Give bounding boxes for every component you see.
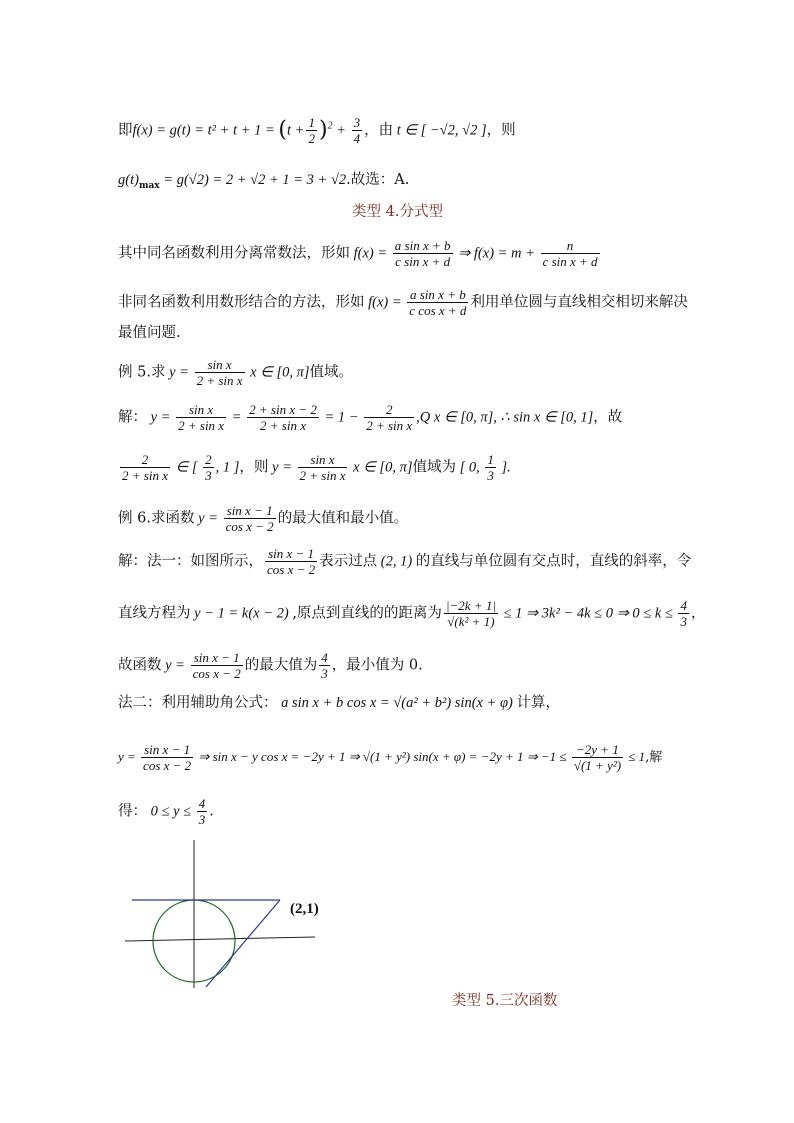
denominator: 4: [353, 131, 361, 146]
numerator: |−2k + 1|: [445, 598, 496, 613]
numerator: 1: [487, 452, 494, 467]
line-12: [118, 650, 423, 681]
numerator: a sin x + b: [410, 287, 466, 302]
formula: f(x) =: [364, 294, 406, 311]
numerator: 1: [308, 115, 315, 130]
text: ，则: [239, 459, 269, 476]
line-8: [118, 452, 511, 483]
formula: f(x) =: [350, 245, 391, 262]
denominator: 3: [205, 468, 212, 483]
numerator: 2: [205, 452, 212, 467]
text: 计算，: [516, 695, 560, 711]
numerator: a sin x + b: [394, 238, 451, 253]
line-1: [118, 115, 516, 146]
formula: ≤ 1 ⇒ 3k² − 4k ≤ 0 ⇒ 0 ≤ k ≤: [499, 605, 677, 622]
fraction: [444, 598, 498, 629]
formula: a sin x + b cos x = √(a² + b²) sin(x + φ): [277, 695, 517, 711]
numerator: 2: [141, 452, 149, 467]
formula: t +: [286, 122, 305, 139]
formula: y =: [118, 749, 140, 764]
denominator: 3: [321, 666, 328, 681]
text: 得：: [118, 803, 147, 820]
fraction: [306, 115, 317, 146]
fraction: [572, 742, 623, 773]
fraction: [247, 402, 319, 433]
line-14: [118, 742, 662, 773]
text: 即: [118, 122, 133, 139]
denominator: 2 + sin x: [196, 373, 243, 388]
fraction: [485, 452, 496, 483]
text: 利用单位圆与直线相交相切来解决: [470, 294, 688, 311]
numerator: 4: [321, 650, 328, 665]
text: ,原点到直线的的距离为: [292, 605, 442, 622]
denominator: 2 + sin x: [122, 468, 168, 483]
formula: y =: [268, 459, 296, 476]
text: 的最大值为: [244, 657, 318, 674]
formula: [ 0,: [455, 459, 484, 476]
fraction: [197, 796, 208, 827]
fraction: [407, 287, 468, 318]
paren: ): [318, 117, 328, 143]
text: 的最大值和最小值。: [277, 510, 409, 527]
fraction: [191, 650, 243, 681]
numerator: 2 + sin x − 2: [249, 402, 317, 417]
text: 值域。: [309, 364, 354, 381]
line-15: [118, 796, 214, 827]
denominator: √(k² + 1): [444, 613, 498, 629]
numerator: sin x − 1: [193, 650, 240, 665]
denominator: 3: [487, 468, 494, 483]
unit-circle-figure: [110, 830, 350, 1000]
formula: y =: [194, 510, 222, 527]
denominator: 2 + sin x: [247, 417, 319, 433]
formula: ,Q x ∈ [0, π], ∴ sin x ∈ [0, 1]: [416, 409, 594, 426]
subscript: max: [138, 180, 160, 191]
fraction: [120, 452, 170, 483]
line-11: [118, 598, 705, 629]
line-13: [118, 693, 560, 713]
line-3: [118, 238, 602, 269]
text: 解：法一：如图所示，: [118, 553, 263, 570]
fraction: [224, 503, 276, 534]
line-7: [118, 402, 622, 433]
text: 例 5.求: [118, 364, 166, 381]
formula: ∈ [: [171, 459, 202, 476]
denominator: 2 + sin x: [178, 418, 225, 433]
formula: = 1 −: [320, 409, 363, 426]
formula: 0 ≤ y ≤: [147, 803, 195, 820]
formula: (2, 1): [377, 553, 416, 570]
denominator: 2 + sin x: [366, 418, 413, 433]
formula: ].: [497, 459, 511, 476]
formula: y =: [161, 657, 189, 674]
point-label: (2,1): [290, 901, 319, 917]
denominator: cos x − 2: [143, 758, 192, 773]
text: ，故: [593, 409, 623, 426]
denominator: c cos x + d: [409, 303, 467, 318]
formula: ⇒ sin x − y cos x = −2y + 1 ⇒ √(1 + y²) sin(x + φ) = −2y + 1 ⇒ −1 ≤: [195, 749, 570, 764]
text: ，则: [486, 122, 516, 139]
text: 其中同名函数利用分离常数法，形如: [118, 245, 350, 262]
section-heading: 类型 4.分式型: [352, 204, 443, 220]
denominator: c sin x + d: [393, 253, 453, 269]
numerator: 4: [680, 598, 687, 613]
line-6: [118, 357, 353, 388]
formula: t ∈ [ −√2, √2 ]: [393, 122, 487, 139]
denominator: c sin x + d: [542, 254, 598, 269]
text: 法二：利用辅助角公式：: [118, 695, 278, 711]
text: 直线方程为: [118, 605, 191, 622]
line-2: [118, 170, 409, 196]
denominator: cos x − 2: [192, 666, 241, 681]
formula: ≤ 1: [625, 749, 646, 764]
formula: =: [228, 409, 246, 426]
paren: (: [278, 117, 287, 143]
fraction: [352, 115, 363, 146]
text: .故选：A.: [346, 172, 410, 188]
denominator: √(1 + y²): [573, 758, 622, 773]
formula: +: [332, 122, 350, 139]
section-heading: 类型 5.三次函数: [452, 993, 558, 1009]
fraction: [176, 402, 226, 433]
fraction: [203, 452, 214, 483]
exponent: 2: [327, 120, 333, 132]
denominator: 3: [198, 812, 206, 827]
fraction: [319, 650, 330, 681]
text: 值域为: [412, 459, 456, 476]
formula: ⇒ f(x) = m +: [454, 245, 539, 262]
text: 故函数: [118, 657, 162, 674]
numerator: sin x − 1: [268, 546, 315, 561]
numerator: sin x − 1: [226, 503, 273, 518]
fraction: [195, 357, 245, 388]
fraction: [393, 238, 453, 269]
numerator: 2: [385, 402, 393, 417]
denominator: cos x − 2: [225, 519, 274, 534]
formula: y =: [147, 409, 175, 426]
line-5: [118, 323, 181, 343]
text: 例 6.求函数: [118, 510, 195, 527]
formula: y =: [165, 364, 193, 381]
text: ，由: [364, 122, 394, 139]
numerator: −2y + 1: [576, 742, 619, 757]
text: 解：: [118, 409, 147, 426]
formula: y − 1 = k(x − 2): [190, 605, 293, 622]
line-4: [118, 287, 688, 318]
text: 最值问题.: [118, 325, 181, 341]
line-9: [118, 503, 408, 534]
numerator: sin x: [188, 402, 214, 417]
fraction: [541, 238, 600, 269]
fraction: [364, 402, 414, 433]
text: 的直线与单位圆有交点时，直线的斜率，令: [415, 553, 692, 570]
formula: , 1 ]: [215, 459, 240, 476]
formula: f(x) = g(t) = t² + t + 1 =: [132, 122, 279, 139]
formula: x ∈ [0, π]: [349, 459, 413, 476]
numerator: n: [566, 238, 574, 253]
fraction: [265, 546, 317, 577]
text: .: [209, 803, 214, 820]
text: 非同名函数利用数形结合的方法，形如: [118, 294, 365, 311]
denominator: 2: [308, 131, 315, 146]
fraction: [298, 452, 348, 483]
numerator: 4: [198, 796, 206, 811]
text: 表示过点: [319, 553, 378, 570]
numerator: 3: [353, 115, 361, 130]
numerator: sin x: [207, 357, 232, 372]
line-10: [118, 546, 691, 577]
formula: = g(√2) = 2 + √2 + 1 = 3 + √2: [159, 172, 347, 188]
text: ，: [690, 605, 706, 622]
text: ，最小值为 0.: [331, 657, 423, 674]
fraction: [141, 742, 193, 773]
tangent-sloped-line: [206, 900, 280, 987]
denominator: cos x − 2: [267, 562, 316, 577]
numerator: sin x: [310, 452, 335, 467]
denominator: 2 + sin x: [299, 468, 346, 483]
fraction: [678, 598, 689, 629]
formula: x ∈ [0, π]: [246, 364, 310, 381]
numerator: sin x − 1: [144, 742, 191, 757]
denominator: 3: [680, 614, 687, 629]
formula: g(t): [118, 172, 139, 188]
text: ,解: [645, 750, 663, 765]
